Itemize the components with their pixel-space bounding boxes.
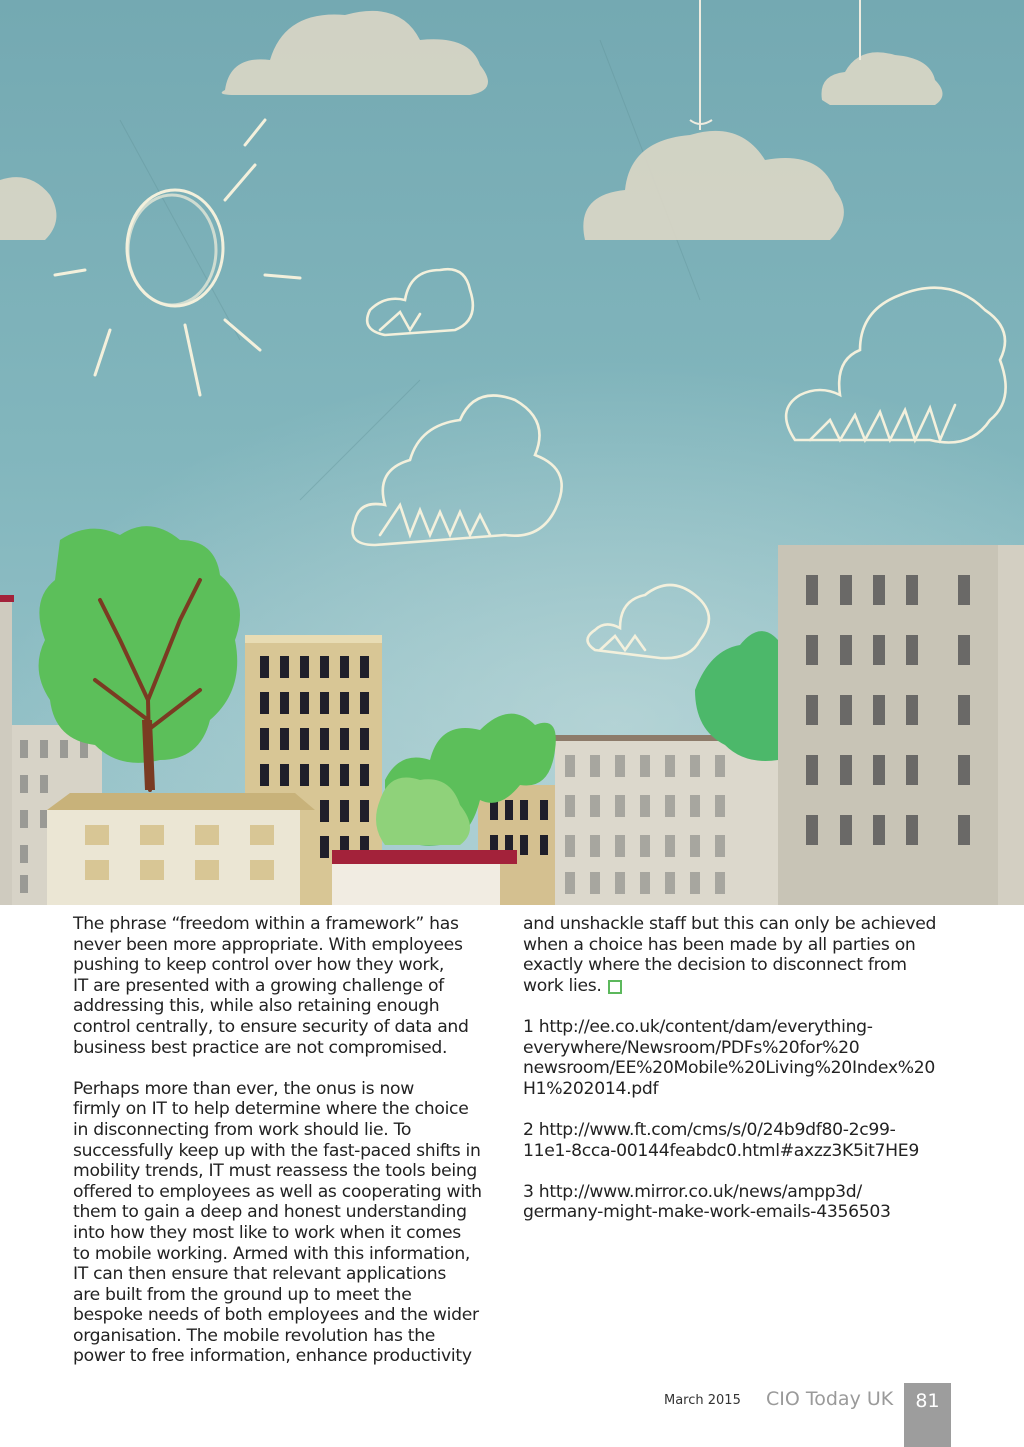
footnote-3: 3 http://www.mirror.co.uk/news/ampp3d/ germany-might-make-work-emails-4356503 — [523, 1181, 891, 1223]
article-right-column — [523, 914, 963, 1223]
page-number-tab: 81 — [904, 1383, 951, 1447]
footer-magazine-name: CIO Today UK — [766, 1388, 894, 1410]
end-of-article-icon — [608, 980, 622, 994]
article-paragraph: The phrase “freedom within a framework” has never been more appropriate. With employees pushing to keep control over how they work, IT are presented with a growing challenge of addressing this, while also retaining enough control centrally, to ensure security of data and business best practice are not compromised. — [73, 914, 469, 1058]
article-paragraph-text: and unshackle staff but this can only be achieved when a choice has been made by all parties on exactly where the decision to disconnect from work lies. — [523, 914, 937, 996]
footer-date: March 2015 — [664, 1393, 741, 1408]
article-paragraph: Perhaps more than ever, the onus is now firmly on IT to help determine where the choice in disconnecting from work should lie. To successfully keep up with the fast-paced shifts in mobility trends, IT must reassess the tools being offered to employees as well as cooperating with them to gain a deep and honest understanding into how they most like to work when it comes to mobile working. Armed with this information, IT can then ensure that relevant applications are built from the ground up to meet the bespoke needs of both employees and the wider organisation. The mobile revolution has the power to free information, enhance productivity — [73, 1078, 482, 1367]
footnote-1: 1 http://ee.co.uk/content/dam/everything- everywhere/Newsroom/PDFs%20for%20 newsroom/EE%20Mobile%20Living%20Index%20 H1%202014.pdf — [523, 1016, 936, 1099]
article-paragraph-end — [523, 914, 963, 996]
article-left-column — [73, 914, 513, 1367]
footnote-2: 2 http://www.ft.com/cms/s/0/24b9df80-2c99- 11e1-8cca-00144feabdc0.html#axzz3K5it7HE9 — [523, 1119, 919, 1161]
